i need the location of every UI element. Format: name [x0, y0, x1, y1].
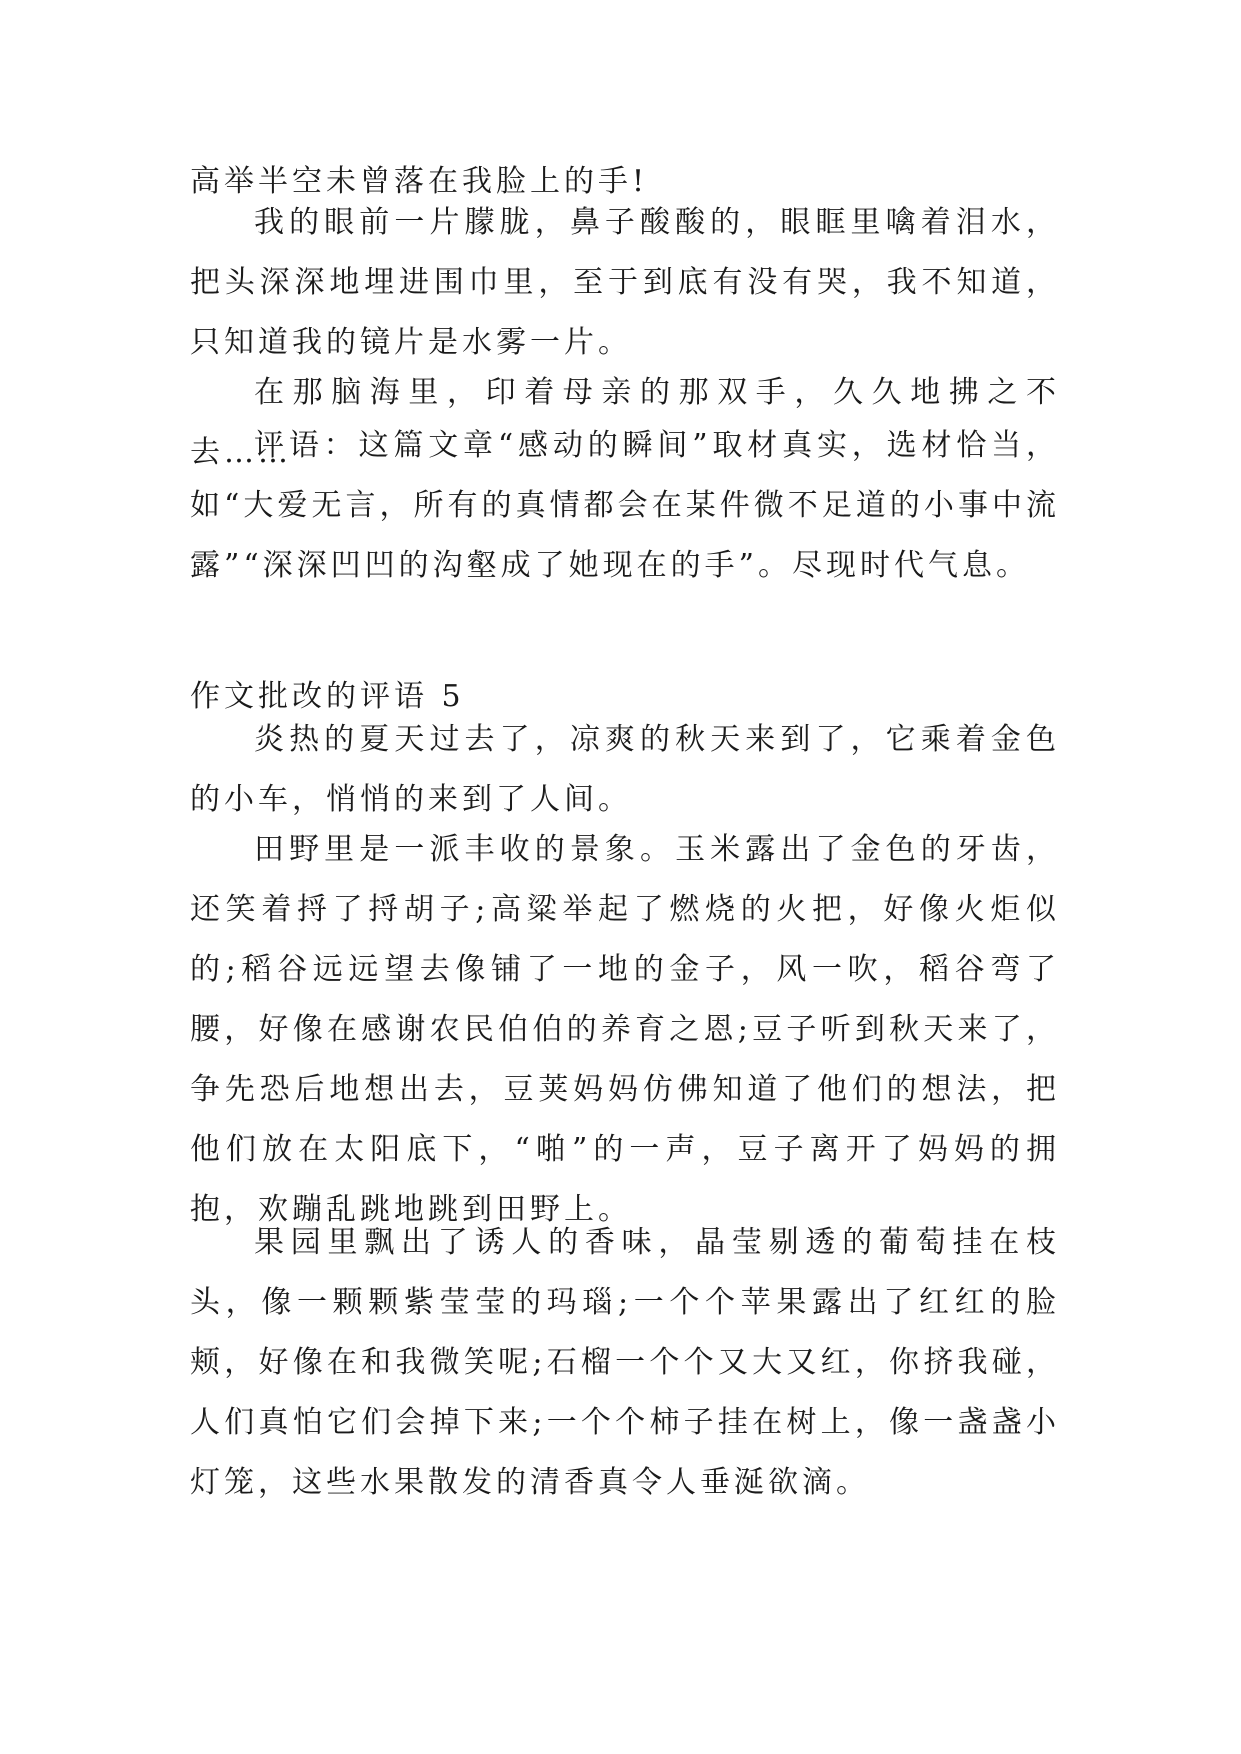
continuation-line: 高举半空未曾落在我脸上的手!: [190, 164, 649, 199]
paragraph: 果园里飘出了诱人的香味，晶莹剔透的葡萄挂在枝头，像一颗颗紫莹莹的玛瑙;一个个苹果露出了红红的脸颊，好像在和我微笑呢;石榴一个个又大又红，你挤我碰，人们真怕它们会掉下来;一个个柿子挂在树上，像一盏盏小灯笼，这些水果散发的清香真令人垂涎欲滴。: [190, 1225, 1060, 1500]
comment-paragraph: 评语：这篇文章“感动的瞬间”取材真实，选材恰当，如“大爱无言，所有的真情都会在某件微不足道的小事中流露”“深深凹凹的沟壑成了她现在的手”。尽现时代气息。: [190, 428, 1060, 583]
paragraph: 炎热的夏天过去了，凉爽的秋天来到了，它乘着金色的小车，悄悄的来到了人间。: [190, 722, 1060, 817]
paragraph: 我的眼前一片朦胧，鼻子酸酸的，眼眶里噙着泪水，把头深深地埋进围巾里，至于到底有没有哭，我不知道，只知道我的镜片是水雾一片。: [190, 205, 1060, 360]
section-heading: 作文批改的评语 5: [190, 679, 465, 714]
paragraph: 田野里是一派丰收的景象。玉米露出了金色的牙齿，还笑着捋了捋胡子;高粱举起了燃烧的火把，好像火炬似的;稻谷远远望去像铺了一地的金子，风一吹，稻谷弯了腰，好像在感谢农民伯伯的养育之恩;豆子听到秋天来了，争先恐后地想出去，豆荚妈妈仿佛知道了他们的想法，把他们放在太阳底下，“啪”的一声，豆子离开了妈妈的拥抱，欢蹦乱跳地跳到田野上。: [190, 832, 1060, 1227]
paragraph: 在那脑海里，印着母亲的那双手，久久地拂之不去……: [190, 375, 1060, 470]
